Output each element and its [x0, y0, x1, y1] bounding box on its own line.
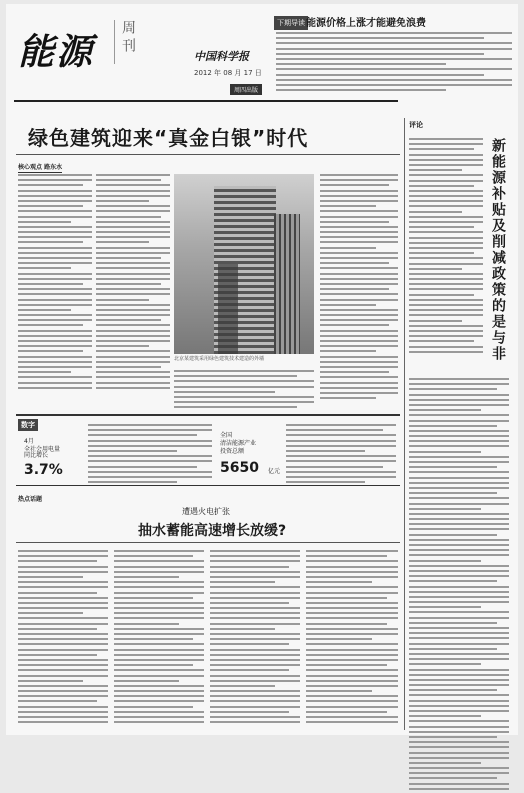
second-column-4	[306, 550, 398, 726]
main-story-label: 核心观点 路东水	[18, 164, 63, 171]
newspaper-page	[6, 4, 518, 735]
second-kicker: 遭遇火电扩张	[182, 507, 230, 516]
commentary-column	[404, 118, 512, 730]
second-headline[interactable]: 抽水蓄能高速增长放缓?	[138, 523, 287, 539]
masthead-rule	[14, 100, 398, 102]
photo-caption: 北京某建筑采用绿色建筑技术建造的外墙	[174, 356, 265, 362]
paper-logo: 中国科学报	[194, 50, 249, 63]
stat-b-text	[286, 424, 396, 486]
green-wall	[218, 264, 238, 354]
section-tag: 热点话题	[18, 496, 43, 503]
teaser-body	[276, 32, 512, 94]
article-column-1	[18, 174, 92, 392]
edition-tag: 周四出版	[230, 84, 262, 95]
brand-subtitle: 周刊	[114, 20, 138, 64]
stat-a-text	[88, 424, 212, 486]
headline-rule	[16, 154, 400, 155]
article-column-4	[320, 174, 398, 402]
article-column-2	[96, 174, 170, 392]
stat-b-unit: 亿元	[268, 468, 281, 475]
stat-b-scope: 全国	[220, 432, 233, 439]
second-headline-rule	[16, 542, 400, 543]
data-strip	[16, 414, 400, 486]
brand-title: 能源	[18, 31, 95, 73]
commentary-body-bottom	[409, 378, 509, 793]
stat-b-subject: 清洁能源产业	[220, 440, 257, 447]
data-strip-label: 数字	[18, 419, 38, 431]
second-column-1	[18, 550, 108, 726]
second-column-3	[210, 550, 300, 726]
article-under-photo	[174, 370, 314, 412]
teaser-label: 下期导读	[274, 16, 308, 30]
building-photo	[174, 174, 314, 354]
stat-a-measure: 同比增长	[24, 452, 49, 459]
second-column-2	[114, 550, 204, 726]
main-headline[interactable]: 绿色建筑迎来“真金白银”时代	[28, 126, 309, 150]
commentary-label: 评论	[409, 121, 423, 129]
commentary-title[interactable]: 新能源补贴及削减政策的是与非	[490, 138, 506, 362]
commentary-body-top	[409, 138, 483, 356]
stat-a-subject: 全社会用电量	[24, 446, 61, 453]
stat-a-value: 3.7%	[24, 462, 63, 478]
building-annex	[274, 214, 300, 354]
issue-date: 2012 年 08 月 17 日	[194, 69, 262, 77]
stat-b-measure: 投资总额	[220, 448, 245, 455]
stat-a-period: 4月	[24, 438, 34, 445]
masthead	[14, 10, 274, 98]
stat-b-value: 5650	[220, 460, 259, 476]
teaser-title[interactable]: 能源价格上涨才能避免浪费	[306, 18, 426, 29]
